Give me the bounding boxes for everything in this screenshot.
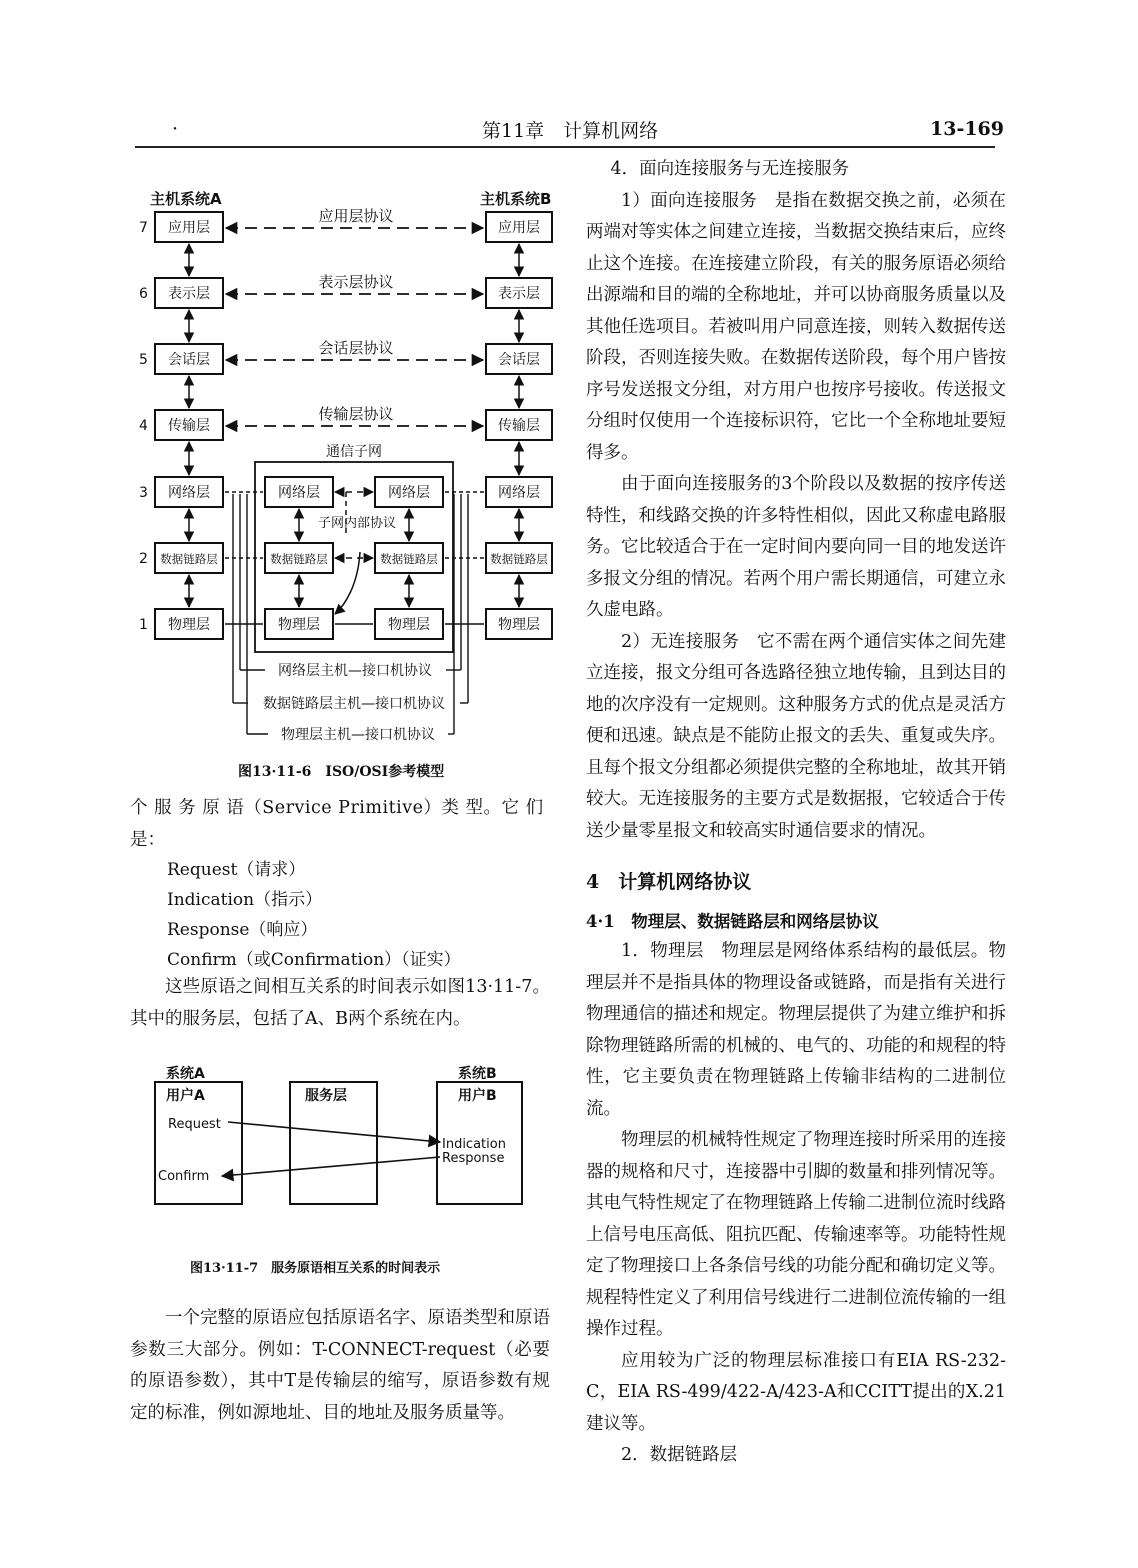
- page-number: 13-169: [930, 118, 1004, 140]
- layer-4-number: 4: [139, 418, 148, 434]
- host-a-session-layer: 会话层: [168, 352, 210, 368]
- host-b-label: 主机系统B: [480, 190, 552, 208]
- chapter-title: 第11章 计算机网络: [482, 120, 659, 142]
- physical-layer-block: [586, 936, 1006, 1472]
- physical-host-interface-protocol: 物理层主机—接口机协议: [281, 727, 435, 743]
- host-a-transport-layer: 传输层: [168, 418, 210, 434]
- host-b-datalink-layer: 数据链路层: [490, 552, 548, 566]
- layer-2-number: 2: [139, 551, 148, 567]
- section-4-heading: 4 计算机网络协议: [586, 871, 752, 893]
- primitive-relation-paragraph: [130, 972, 550, 1035]
- physical-standards-paragraph: 应用较为广泛的物理层标准接口有EIA RS-232-C，EIA RS-499/422-A/423-A和CCITT提出的X.21建议等。: [586, 1350, 1006, 1434]
- service-primitive-intro: [130, 793, 550, 856]
- physical-layer-paragraph: 1．物理层 物理层是网络体系结构的最低层。物理层并不是指具体的物理设备或链路，而是指有关进行物理通信的描述和规定。物理层提供了为建立维护和拆除物理链路所需的机械的、电气的、功能的和规程的特性，它主要负责在物理链路上传输非结构的二进制位流。: [586, 941, 1006, 1119]
- node-2-network-layer: 网络层: [388, 485, 430, 501]
- host-a-physical-layer: 物理层: [168, 617, 210, 633]
- datalink-host-interface-protocol: 数据链路层主机—接口机协议: [263, 696, 445, 712]
- node-2-datalink-layer: 数据链路层: [380, 552, 438, 566]
- network-host-interface-protocol: 网络层主机—接口机协议: [278, 663, 432, 679]
- layer-3-number: 3: [139, 485, 148, 501]
- confirm-label: Confirm: [158, 1169, 210, 1184]
- transport-protocol-label: 传输层协议: [318, 405, 394, 423]
- indication-label: Indication: [442, 1137, 506, 1152]
- host-b-session-layer: 会话层: [498, 352, 540, 368]
- osi-model-figure: [130, 180, 580, 750]
- right-column: [586, 154, 1006, 1472]
- system-b-label: 系统B: [458, 1066, 497, 1082]
- node-1-network-layer: 网络层: [278, 485, 320, 501]
- figure-13-11-7-caption: 图13·11-7 服务原语相互关系的时间表示: [190, 1261, 441, 1276]
- host-a-network-layer: 网络层: [168, 485, 210, 501]
- node-2-physical-layer: 物理层: [388, 617, 430, 633]
- user-a-label: 用户A: [166, 1088, 205, 1104]
- primitive-structure-text: 一个完整的原语应包括原语名字、原语类型和原语参数三大部分。例如：T-CONNECT-request（必要的原语参数），其中T是传输层的缩写，原语参数有规定的标准，例如源地址、目的地址及服务质量等。: [130, 1308, 550, 1423]
- primitive-list: [167, 855, 461, 975]
- header-rule: [135, 146, 995, 148]
- layer-1-number: 1: [139, 617, 148, 633]
- host-b-presentation-layer: 表示层: [498, 286, 540, 302]
- peer-protocol-arrows: [226, 228, 483, 426]
- section-4-1-heading: 4·1 物理层、数据链路层和网络层协议: [586, 912, 879, 931]
- system-a-label: 系统A: [166, 1066, 205, 1082]
- node-1-datalink-layer: 数据链路层: [270, 552, 328, 566]
- layer-7-number: 7: [139, 220, 148, 236]
- response-label: Response: [442, 1151, 505, 1166]
- host-a-label: 主机系统A: [150, 190, 222, 208]
- layer-6-number: 6: [139, 286, 148, 302]
- layer-5-number: 5: [139, 352, 148, 368]
- host-a-presentation-layer: 表示层: [168, 286, 210, 302]
- primitive-response: Response（响应）: [167, 920, 318, 940]
- user-b-label: 用户B: [458, 1088, 497, 1104]
- host-b-physical-layer: 物理层: [498, 617, 540, 633]
- connectionless-paragraph: 2）无连接服务 它不需在两个通信实体之间先建立连接，报文分组可各选路径独立地传输，且到达目的地的次序没有一定规则。这种服务方式的优点是灵活方便和迅速。缺点是不能防止报文的丢失、重复或失序。且每个报文分组都必须提供完整的全称地址，故其开销较大。无连接服务的主要方式是数据报，它较适合于传送少量零星报文和较高实时通信要求的情况。: [586, 631, 1006, 841]
- primitive-structure-paragraph: [130, 1303, 550, 1429]
- heading-connection-services: 4．面向连接服务与无连接服务: [610, 159, 850, 179]
- connection-services-block: [586, 154, 1006, 847]
- host-a-datalink-layer: 数据链路层: [160, 552, 218, 566]
- node-1-physical-layer: 物理层: [278, 617, 320, 633]
- intro-line-1: 个 服 务 原 语（Service Primitive）类 型。它 们: [130, 798, 544, 818]
- communication-subnet-label: 通信子网: [326, 444, 382, 460]
- presentation-protocol-label: 表示层协议: [318, 273, 394, 291]
- host-vertical-arrows: [189, 244, 519, 607]
- host-b-application-layer: 应用层: [498, 220, 540, 236]
- physical-characteristics-paragraph: 物理层的机械特性规定了物理连接时所采用的连接器的规格和尺寸，连接器中引脚的数量和排列情况等。其电气特性规定了在物理链路上传输二进制位流时线路上信号电压高低、阻抗匹配、传输速率等。功能特性规定了物理接口上各条信号线的功能分配和确切定义等。规程特性定义了利用信号线进行二进制位流传输的一组操作过程。: [586, 1130, 1006, 1339]
- primitive-confirm: Confirm（或Confirmation）（证实）: [167, 950, 461, 970]
- virtual-circuit-paragraph: 由于面向连接服务的3个阶段以及数据的按序传送特性，和线路交换的许多特性相似，因此又称虚电路服务。它比较适合于在一定时间内要向同一目的地发送许多报文分组的情况。若两个用户需长期通信，可建立永久虚电路。: [586, 474, 1006, 620]
- primitive-request: Request（请求）: [167, 860, 306, 880]
- subnet-internal-protocol-label: 子网内部协议: [317, 516, 397, 531]
- connection-oriented-paragraph: 1）面向连接服务 是指在数据交换之前，必须在两端对等实体之间建立连接，当数据交换结束后，应终止这个连接。在连接建立阶段，有关的服务原语必须给出源端和目的端的全称地址，并可以协商服务质量以及其他任选项目。若被叫用户同意连接，则转入数据传送阶段，否则连接失败。在数据传送阶段，每个用户皆按序号发送报文分组，对方用户也按序号接收。传送报文分组时仅使用一个连接标识符，它比一个全称地址要短得多。: [586, 190, 1006, 463]
- session-protocol-label: 会话层协议: [318, 339, 394, 357]
- header-dot: ·: [172, 118, 179, 140]
- host-b-network-layer: 网络层: [498, 485, 540, 501]
- intro-line-2: 是：: [130, 829, 165, 850]
- primitive-relation-text: 这些原语之间相互关系的时间表示如图13·11-7。其中的服务层，包括了A、B两个系统在内。: [130, 977, 550, 1029]
- service-primitive-figure: [145, 1060, 535, 1210]
- figure-13-11-6-caption: 图13·11-6 ISO/OSI参考模型: [238, 764, 445, 780]
- host-a-application-layer: 应用层: [168, 220, 210, 236]
- request-label: Request: [168, 1117, 221, 1132]
- primitive-arrows: [222, 1122, 440, 1176]
- primitive-indication: Indication（指示）: [167, 890, 323, 910]
- heading-datalink-layer: 2．数据链路层: [621, 1445, 738, 1465]
- host-b-transport-layer: 传输层: [498, 418, 540, 434]
- application-protocol-label: 应用层协议: [318, 207, 394, 225]
- service-layer-label: 服务层: [305, 1088, 347, 1104]
